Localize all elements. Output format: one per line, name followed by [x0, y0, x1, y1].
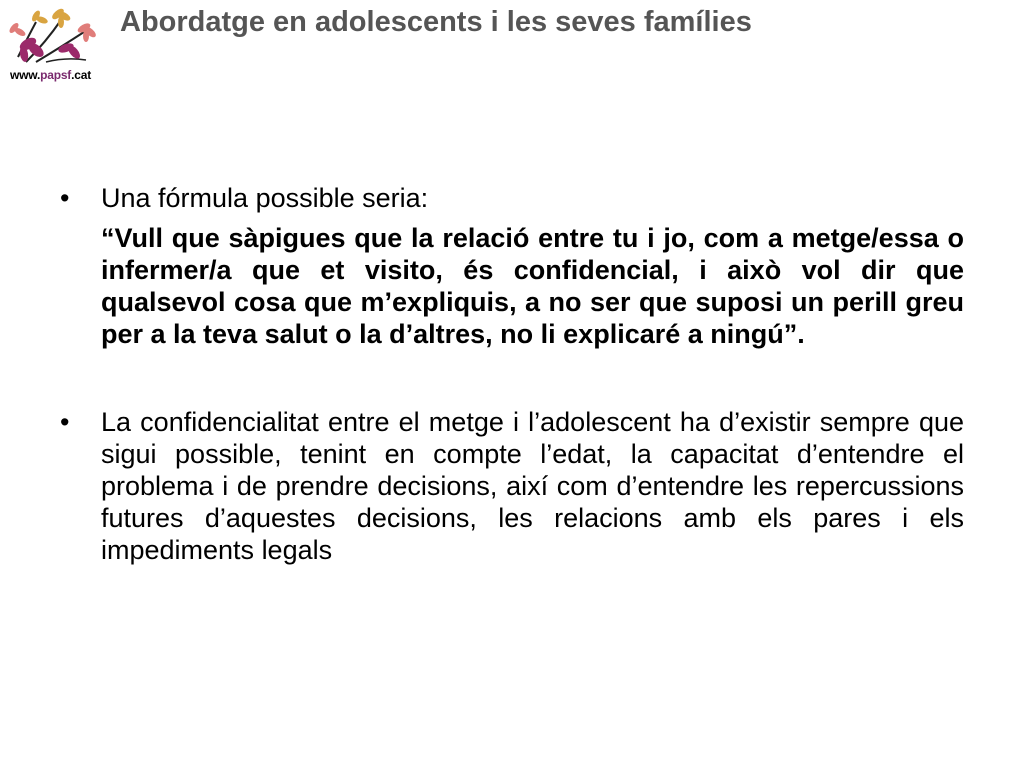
bullet-dot-icon: •	[60, 407, 70, 437]
bullet-item	[60, 406, 964, 566]
bullet-intro: Una fórmula possible seria:	[101, 183, 429, 213]
bullet-item	[60, 182, 964, 350]
logo-url-brand: papsf	[40, 68, 72, 82]
logo-url[interactable]	[10, 68, 91, 82]
logo-url-suffix: .cat	[71, 68, 91, 82]
bullet-quote: “Vull que sàpigues que la relació entre tu i jo, com a metge/essa o infermer/a que et visito, és confidencial, i això vol dir que qualsevol cosa que m’expliquis, a no ser que suposi un perill greu per a la teva salut o la d’altres, no li explicaré a ningú”.	[101, 223, 964, 349]
slide-title: Abordatge en adolescents i les seves famílies	[120, 6, 752, 38]
papsf-logo[interactable]	[6, 2, 110, 86]
slide-content	[60, 182, 964, 566]
bullet-text: La confidencialitat entre el metge i l’adolescent ha d’existir sempre que sigui possible, tenint en compte l’edat, la capacitat d’entendre el problema i de prendre decisions, així com d’entendre les repercussions futures d’aquestes decisions, les relacions amb els pares i els impediments legals	[101, 407, 964, 565]
flower-logo-icon	[6, 2, 106, 68]
bullet-dot-icon: •	[60, 183, 70, 213]
logo-url-prefix: www.	[10, 68, 41, 82]
